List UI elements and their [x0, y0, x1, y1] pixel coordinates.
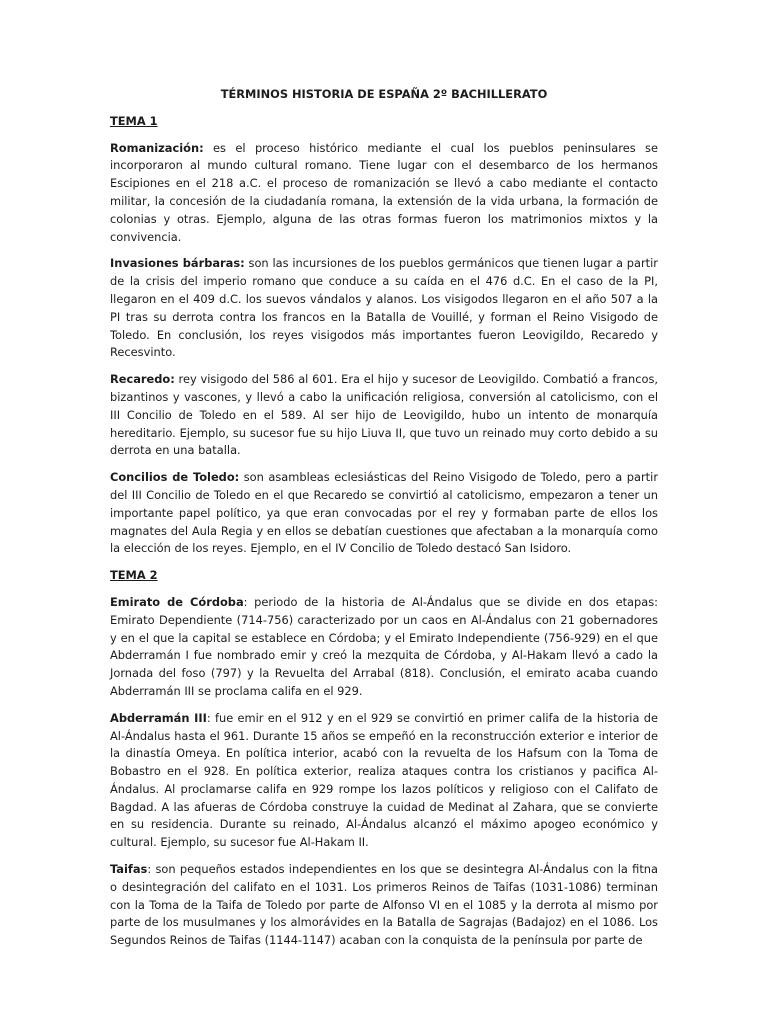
term-definition: : fue emir en el 912 y en el 929 se convirtió en primer califa de la historia de Al-Ándalus hasta el 961. Durante 15 años se empeñó en la reconstrucción exterior e interior de la dinastía Omeya. En política interior, acabó con la revuelta de los Hafsum con la Toma de Bobastro en el 928. En política exterior, realiza ataques contra los cristianos y pacifica Al-Ándalus. Al proclamarse califa en 929 rompe los lazos políticos y religioso con el Califato de Bagdad. A las afueras de Córdoba construye la cuidad de Medinat al Zahara, que se convierte en su residencia. Durante su reinado, Al-Ándalus alcanzó el máximo apogeo económico y cultural. Ejemplo, su sucesor fue Al-Hakam II.: [110, 710, 658, 850]
term-definition: es el proceso histórico mediante el cual los pueblos peninsulares se incorporaron al mundo cultural romano. Tiene lugar con el desembarco de los hermanos Escipiones en el 218 a.C. el proceso de romanización se llevó a cabo mediante el contacto militar, la concesión de la ciudadanía romana, la extensión de la vida urbana, la formación de colonias y otras. Ejemplo, alguna de las otras formas fueron los matrimonios mixtos y la convivencia.: [110, 140, 658, 244]
term-label: Emirato de Córdoba: [110, 594, 244, 609]
term-definition: son asambleas eclesiásticas del Reino Visigodo de Toledo, pero a partir del III Concilio de Toledo en el que Recaredo se convirtió al catolicismo, empezaron a tener un importante papel político, ya que eran convocadas por el rey y formaban parte de ellos los magnates del Aula Regia y en ellos se debatían cuestiones que afectaban a la monarquía como la elección de los reyes. Ejemplo, en el IV Concilio de Toledo destacó San Isidoro.: [110, 470, 658, 556]
term-label: Invasiones bárbaras:: [110, 256, 245, 271]
term-definition: : son pequeños estados independientes en los que se desintegra Al-Ándalus con la fitna o desintegración del califato en el 1031. Los primeros Reinos de Taifas (1031-1086) terminan con la Toma de la Taifa de Toledo por parte de Alfonso VI en el 1085 y la derrota al mismo por parte de los musulmanes y los almorávides en la Batalla de Sagrajas (Badajoz) en el 1086. Los Segundos Reinos de Taifas (1144-1147) acaban con la conquista de la península por parte de: [110, 862, 658, 948]
term-definition: rey visigodo del 586 al 601. Era el hijo y sucesor de Leovigildo. Combatió a francos, bizantinos y vascones, y llevó a cabo la unificación religiosa, conversión al catolicismo, con el III Concilio de Toledo en el 589. Al ser hijo de Leovigildo, hubo un intento de monarquía hereditario. Ejemplo, su sucesor fue su hijo Liuva II, que tuvo un reinado muy corto debido a su derrota en una batalla.: [110, 372, 658, 458]
term-label: Concilios de Toledo:: [110, 470, 240, 485]
section-heading-tema-2: TEMA 2: [110, 568, 158, 583]
section-heading-tema-1: TEMA 1: [110, 113, 158, 128]
term-romanizacion: [110, 140, 658, 247]
term-abderraman-iii: [110, 710, 658, 852]
term-emirato-de-cordoba: [110, 594, 658, 701]
term-definition: : periodo de la historia de Al-Ándalus que se divide en dos etapas: Emirato Dependiente (714-756) caracterizado por un caos en Al-Ándalus con 21 gobernadores y en el que la capital se establece en Córdoba; y el Emirato Independiente (756-929) en el que Abderramán I fue nombrado emir y creó la mezquita de Córdoba, y Al-Hakam llevó a cado la Jornada del foso (797) y la Revuelta del Arrabal (818). Conclusión, el emirato acaba cuando Abderramán III se proclama califa en el 929.: [110, 594, 659, 698]
document-page: [110, 86, 658, 959]
term-invasiones-barbaras: [110, 255, 658, 362]
term-concilios-de-toledo: [110, 469, 658, 558]
term-definition: son las incursiones de los pueblos germánicos que tienen lugar a partir de la crisis del imperio romano que conduce a su caída en el 476 d.C. En el caso de la PI, llegaron en el 409 d.C. los suevos vándalos y alanos. Los visigodos llegaron en el año 507 a la PI tras su derrota contra los francos en la Batalla de Vouillé, y forman el Reino Visigodo de Toledo. En conclusión, los reyes visigodos más importantes fueron Leovigildo, Recaredo y Recesvinto.: [110, 256, 658, 360]
term-label: Recaredo:: [110, 372, 175, 387]
term-label: Taifas: [110, 862, 148, 877]
term-taifas: [110, 861, 658, 950]
term-recaredo: [110, 371, 658, 460]
term-label: Romanización:: [110, 140, 204, 155]
term-label: Abderramán III: [110, 710, 207, 725]
document-title: TÉRMINOS HISTORIA DE ESPAÑA 2º BACHILLERATO: [220, 87, 548, 101]
